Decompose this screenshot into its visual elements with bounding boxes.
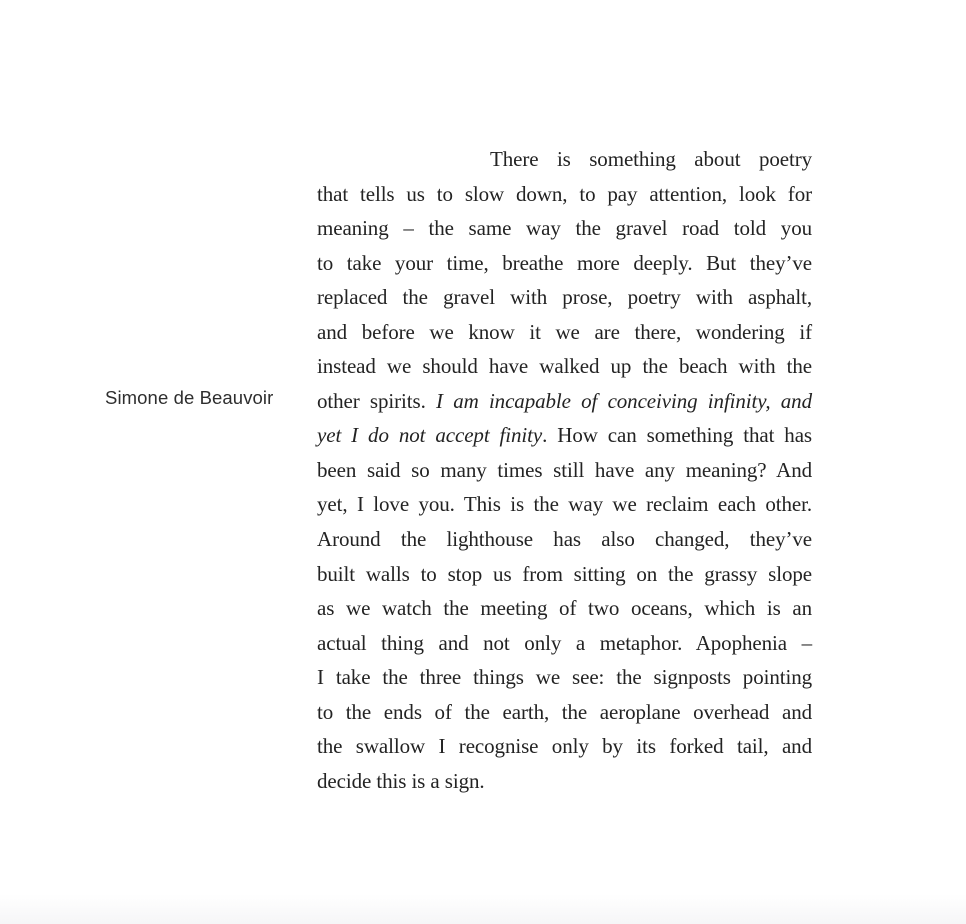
italic-text-segment: yet I do not accept finity <box>317 423 543 448</box>
text-line <box>317 246 812 281</box>
prose-poem-text-block <box>317 142 812 798</box>
text-line <box>317 626 812 661</box>
text-segment: I take the three things we see: the signposts pointing <box>317 665 812 690</box>
text-segment: instead we should have walked up the beach with the <box>317 354 812 379</box>
text-segment: yet, I love you. This is the way we reclaim each other. <box>317 492 812 517</box>
italic-text-segment: I am incapable of conceiving infinity, and <box>436 388 812 413</box>
text-line <box>317 660 812 695</box>
text-segment: There is something about poetry <box>490 147 812 171</box>
text-segment: actual thing and not only a metaphor. Apophenia – <box>317 630 812 655</box>
text-segment: the swallow I recognise only by its forked tail, and <box>317 734 812 759</box>
text-segment: other spirits. <box>317 388 437 413</box>
text-line <box>317 177 812 212</box>
text-line <box>317 315 812 350</box>
text-line <box>317 349 812 384</box>
text-line <box>317 764 812 799</box>
text-line <box>317 557 812 592</box>
text-segment: meaning – the same way the gravel road told you <box>317 216 812 241</box>
author-margin-label: Simone de Beauvoir <box>105 387 274 408</box>
text-line <box>317 487 812 522</box>
text-segment: to take your time, breathe more deeply. But they’ve <box>317 250 812 275</box>
text-line <box>317 142 812 177</box>
text-segment: decide this is a sign. <box>317 768 485 793</box>
text-line <box>317 729 812 764</box>
text-line <box>317 591 812 626</box>
text-line <box>317 418 812 453</box>
text-line <box>317 522 812 557</box>
text-line <box>317 695 812 730</box>
text-segment: . How can something that has <box>542 423 812 448</box>
text-segment: been said so many times still have any meaning? And <box>317 457 812 482</box>
text-line <box>317 211 812 246</box>
text-segment: that tells us to slow down, to pay attention, look for <box>317 181 812 206</box>
text-segment: Around the lighthouse has also changed, they’ve <box>317 527 812 552</box>
text-segment: built walls to stop us from sitting on the grassy slope <box>317 561 812 586</box>
text-segment: to the ends of the earth, the aeroplane overhead and <box>317 699 812 724</box>
text-line <box>317 384 812 419</box>
text-line <box>317 280 812 315</box>
text-segment: replaced the gravel with prose, poetry with asphalt, <box>317 285 812 310</box>
text-segment: and before we know it we are there, wondering if <box>317 319 812 344</box>
text-line <box>317 453 812 488</box>
text-segment: as we watch the meeting of two oceans, which is an <box>317 596 812 621</box>
bottom-page-fade <box>0 894 966 924</box>
